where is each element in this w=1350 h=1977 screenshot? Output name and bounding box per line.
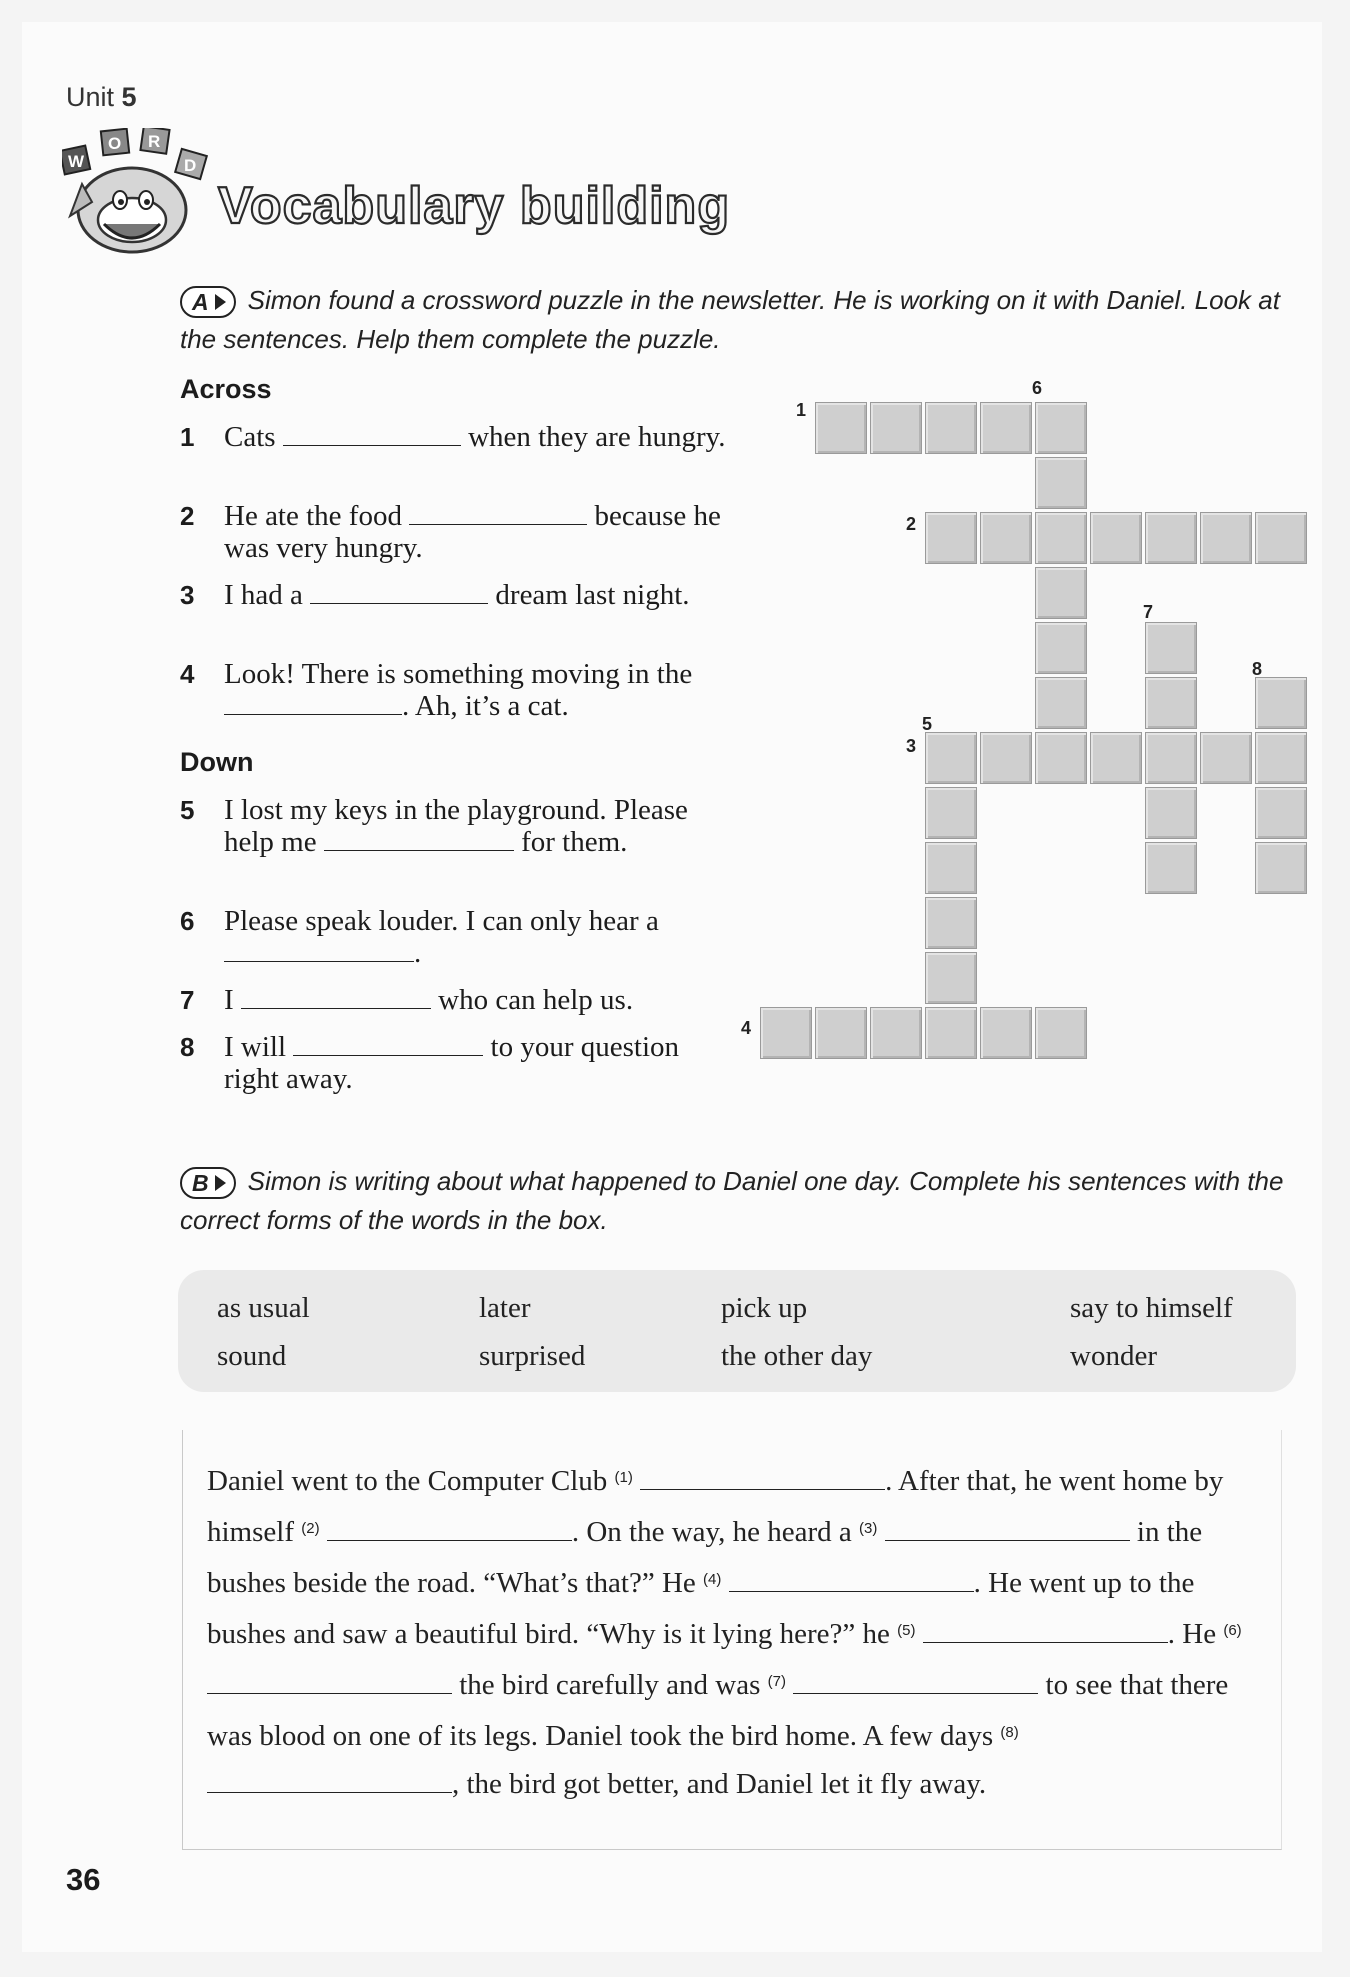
crossword-cell[interactable] (760, 1007, 812, 1059)
section-b-instruction: B Simon is writing about what happened to Daniel one day. Complete his sentences with the correct forms of the words in the box. (180, 1166, 1284, 1235)
crossword-cell[interactable] (1145, 787, 1197, 839)
crossword-cell[interactable] (1255, 842, 1307, 894)
passage-box: Daniel went to the Computer Club $^{(1)}$ . After that, he went home by himself $^{(2)}$ . On the way, he heard a $^{(3)}$ in the bushes beside the road. “What’s that?” He $^{(4)}$ . He went up to the bushes and saw a beautiful bird. “Why is it lying here?” he $^{(5)}$ . He $^{(6)}$ the bird carefully and was $^{(7)}$ to see that there was blood on one of its legs. Daniel took the bird home. A few days $^{(8)}$ , the bird got better, and Daniel let it fly away. (182, 1430, 1282, 1850)
grid-number-8: 8 (1252, 659, 1263, 679)
grid-number-6: 6 (1032, 378, 1043, 398)
grid-number-7: 7 (1143, 602, 1154, 622)
crossword-cell[interactable] (925, 732, 977, 784)
clue-6: 6 Please speak louder. I can only hear a . (180, 905, 659, 969)
crossword-cell[interactable] (1255, 677, 1307, 729)
play-arrow-icon (215, 294, 226, 310)
crossword-cell[interactable] (1035, 457, 1087, 509)
word-item: surprised (479, 1340, 586, 1372)
crossword-cell[interactable] (1145, 622, 1197, 674)
unit-label: Unit 5 (66, 82, 137, 112)
passage-blank-3[interactable] (885, 1516, 1130, 1541)
passage-blank-1[interactable] (640, 1465, 885, 1490)
answer-blank[interactable] (283, 421, 461, 446)
crossword-cell[interactable] (1145, 512, 1197, 564)
page-number: 36 (66, 1862, 101, 1897)
word-item: say to himself (1070, 1292, 1233, 1324)
grid-number-4: 4 (741, 1018, 752, 1038)
clue-1: 1 Cats when they are hungry. (180, 421, 726, 453)
grid-number-1: 1 (796, 400, 807, 420)
word-item: as usual (217, 1292, 310, 1324)
word-item: pick up (721, 1292, 808, 1324)
clue-5: 5 I lost my keys in the playground. Please help me for them. (180, 794, 688, 858)
clue-4: 4 Look! There is something moving in the . Ah, it’s a cat. (180, 658, 693, 722)
answer-blank[interactable] (409, 500, 587, 525)
word-item: later (479, 1292, 531, 1324)
crossword-cell[interactable] (980, 402, 1032, 454)
clue-2: 2 He ate the food because he was very hungry. (180, 500, 721, 564)
clue-8: 8 I will to your question right away. (180, 1031, 680, 1095)
logo-letter-r: R (148, 132, 161, 151)
passage-blank-8[interactable] (207, 1768, 452, 1793)
passage-blank-5[interactable] (923, 1618, 1168, 1643)
across-heading: Across (180, 374, 272, 404)
crossword-cell[interactable] (1035, 732, 1087, 784)
answer-blank[interactable] (310, 579, 488, 604)
crossword-cell[interactable] (1035, 402, 1087, 454)
answer-blank[interactable] (324, 826, 514, 851)
grid-number-3: 3 (906, 736, 917, 756)
crossword-cell[interactable] (1255, 787, 1307, 839)
logo-letter-o: O (108, 134, 122, 153)
passage-blank-2[interactable] (327, 1516, 572, 1541)
play-arrow-icon (215, 1175, 226, 1191)
crossword-cell[interactable] (925, 952, 977, 1004)
clue-3: 3 I had a dream last night. (180, 579, 690, 611)
page-title: Vocabulary building (218, 177, 731, 235)
word-item: the other day (721, 1340, 873, 1372)
answer-blank[interactable] (224, 937, 414, 962)
grid-number-2: 2 (906, 514, 917, 534)
clue-7: 7 I who can help us. (180, 984, 634, 1016)
crossword-cell[interactable] (1035, 677, 1087, 729)
answer-blank[interactable] (224, 690, 402, 715)
logo-letter-d: D (184, 156, 197, 175)
grid-number-5: 5 (922, 714, 933, 734)
section-a-tag: A (180, 286, 236, 318)
word-item: wonder (1070, 1340, 1157, 1372)
word-box (178, 1270, 1296, 1392)
passage-blank-4[interactable] (729, 1567, 974, 1592)
crossword-cell[interactable] (925, 1007, 977, 1059)
crossword-cell[interactable] (1035, 622, 1087, 674)
passage-blank-6[interactable] (207, 1669, 452, 1694)
crossword-cell[interactable] (1035, 567, 1087, 619)
crossword-cell[interactable] (925, 402, 977, 454)
crossword-cell[interactable] (980, 512, 1032, 564)
word-item: sound (217, 1340, 287, 1372)
crossword-cell[interactable] (1200, 512, 1252, 564)
crossword-cell[interactable] (925, 897, 977, 949)
section-b-tag: B (180, 1167, 236, 1199)
crossword-cell[interactable] (870, 1007, 922, 1059)
crossword-cell[interactable] (1145, 842, 1197, 894)
crossword-cell[interactable] (925, 512, 977, 564)
crossword-cell[interactable] (1255, 732, 1307, 784)
crossword-cell[interactable] (870, 402, 922, 454)
crossword-cell[interactable] (980, 732, 1032, 784)
crossword-cell[interactable] (1255, 512, 1307, 564)
section-a-instruction: A Simon found a crossword puzzle in the newsletter. He is working on it with Daniel. Look at the sentences. Help them complete the puzzle. (180, 285, 1280, 354)
crossword-cell[interactable] (1200, 732, 1252, 784)
word-mascot-logo (62, 128, 220, 260)
crossword-cell[interactable] (1035, 512, 1087, 564)
answer-blank[interactable] (241, 984, 431, 1009)
crossword-cell[interactable] (980, 1007, 1032, 1059)
crossword-cell[interactable] (925, 787, 977, 839)
answer-blank[interactable] (293, 1031, 483, 1056)
crossword-cell[interactable] (1145, 732, 1197, 784)
crossword-cell[interactable] (815, 1007, 867, 1059)
logo-letter-w: W (68, 152, 85, 171)
crossword-cell[interactable] (1035, 1007, 1087, 1059)
crossword-cell[interactable] (1090, 512, 1142, 564)
down-heading: Down (180, 747, 254, 777)
crossword-cell[interactable] (1090, 732, 1142, 784)
crossword-cell[interactable] (1145, 677, 1197, 729)
crossword-cell[interactable] (925, 842, 977, 894)
passage-blank-7[interactable] (793, 1669, 1038, 1694)
crossword-cell[interactable] (815, 402, 867, 454)
